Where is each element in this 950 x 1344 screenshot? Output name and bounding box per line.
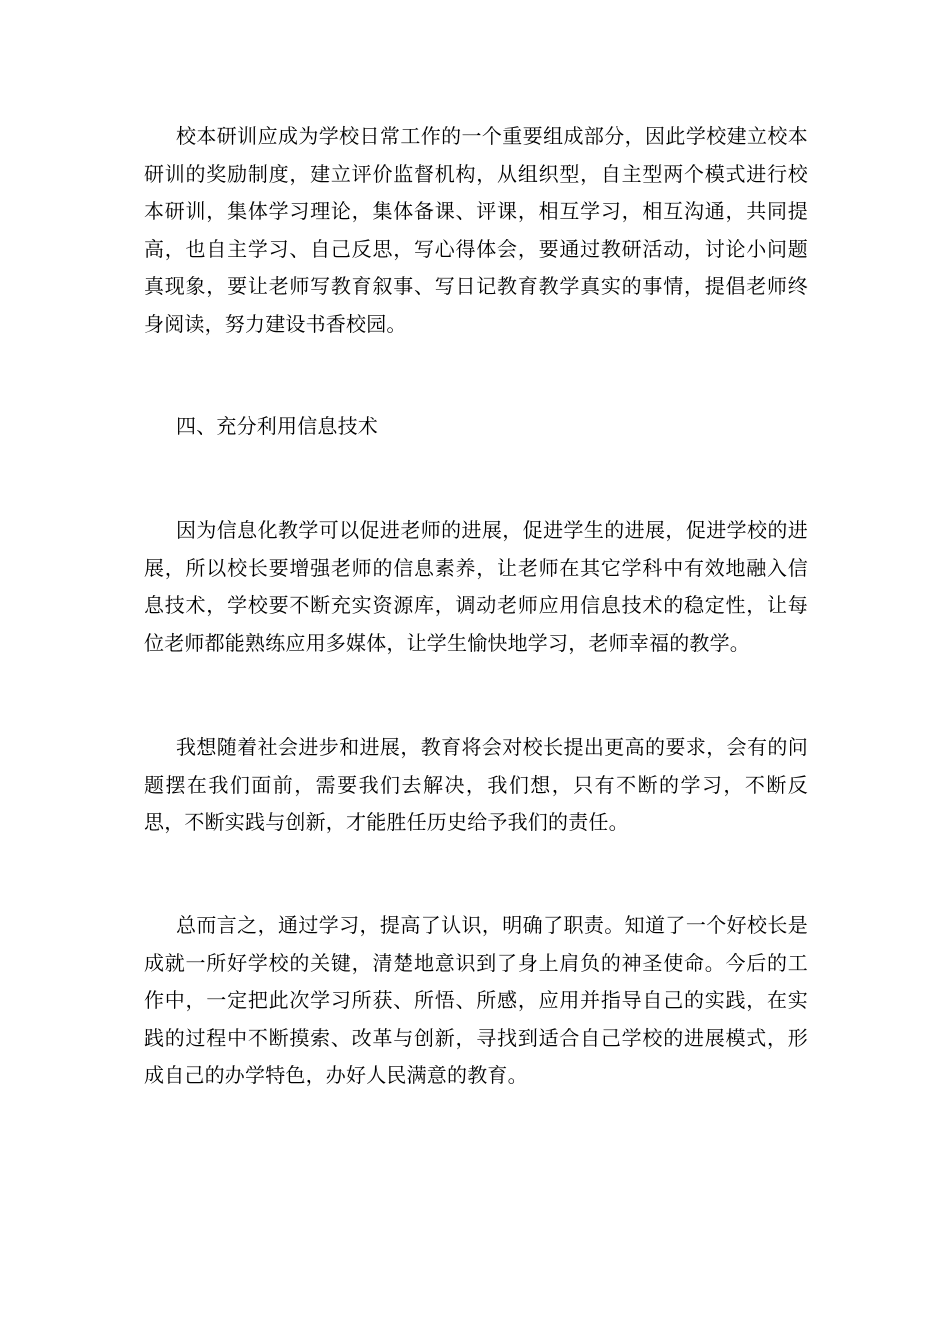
paragraph-school-training: 校本研训应成为学校日常工作的一个重要组成部分，因此学校建立校本研训的奖励制度，建立评价监督机构，从组织型，自主型两个模式进行校本研训，集体学习理论，集体备课、评课，相互学习，相互沟通，共同提高，也自主学习、自己反思，写心得体会，要通过教研活动，讨论小问题真现象，要让老师写教育叙事、写日记教育教学真实的事情，提倡老师终身阅读，努力建设书香校园。: [144, 124, 808, 336]
paragraph-conclusion: 总而言之，通过学习，提高了认识，明确了职责。知道了一个好校长是成就一所好学校的关键，清楚地意识到了身上肩负的神圣使命。今后的工作中，一定把此次学习所获、所悟、所感，应用并指导自己的实践，在实践的过程中不断摸索、改革与创新，寻找到适合自己学校的进展模式，形成自己的办学特色，办好人民满意的教育。: [144, 913, 808, 1087]
section-heading-information-technology: 四、充分利用信息技术: [176, 414, 378, 438]
paragraph-social-progress: 我想随着社会进步和进展，教育将会对校长提出更高的要求，会有的问题摆在我们面前，需要我们去解决，我们想，只有不断的学习，不断反思，不断实践与创新，才能胜任历史给予我们的责任。: [144, 735, 808, 834]
paragraph-information-teaching: 因为信息化教学可以促进老师的进展，促进学生的进展，促进学校的进展，所以校长要增强老师的信息素养，让老师在其它学科中有效地融入信息技术，学校要不断充实资源库，调动老师应用信息技术的稳定性，让每位老师都能熟练应用多媒体，让学生愉快地学习，老师幸福的教学。: [144, 518, 808, 655]
